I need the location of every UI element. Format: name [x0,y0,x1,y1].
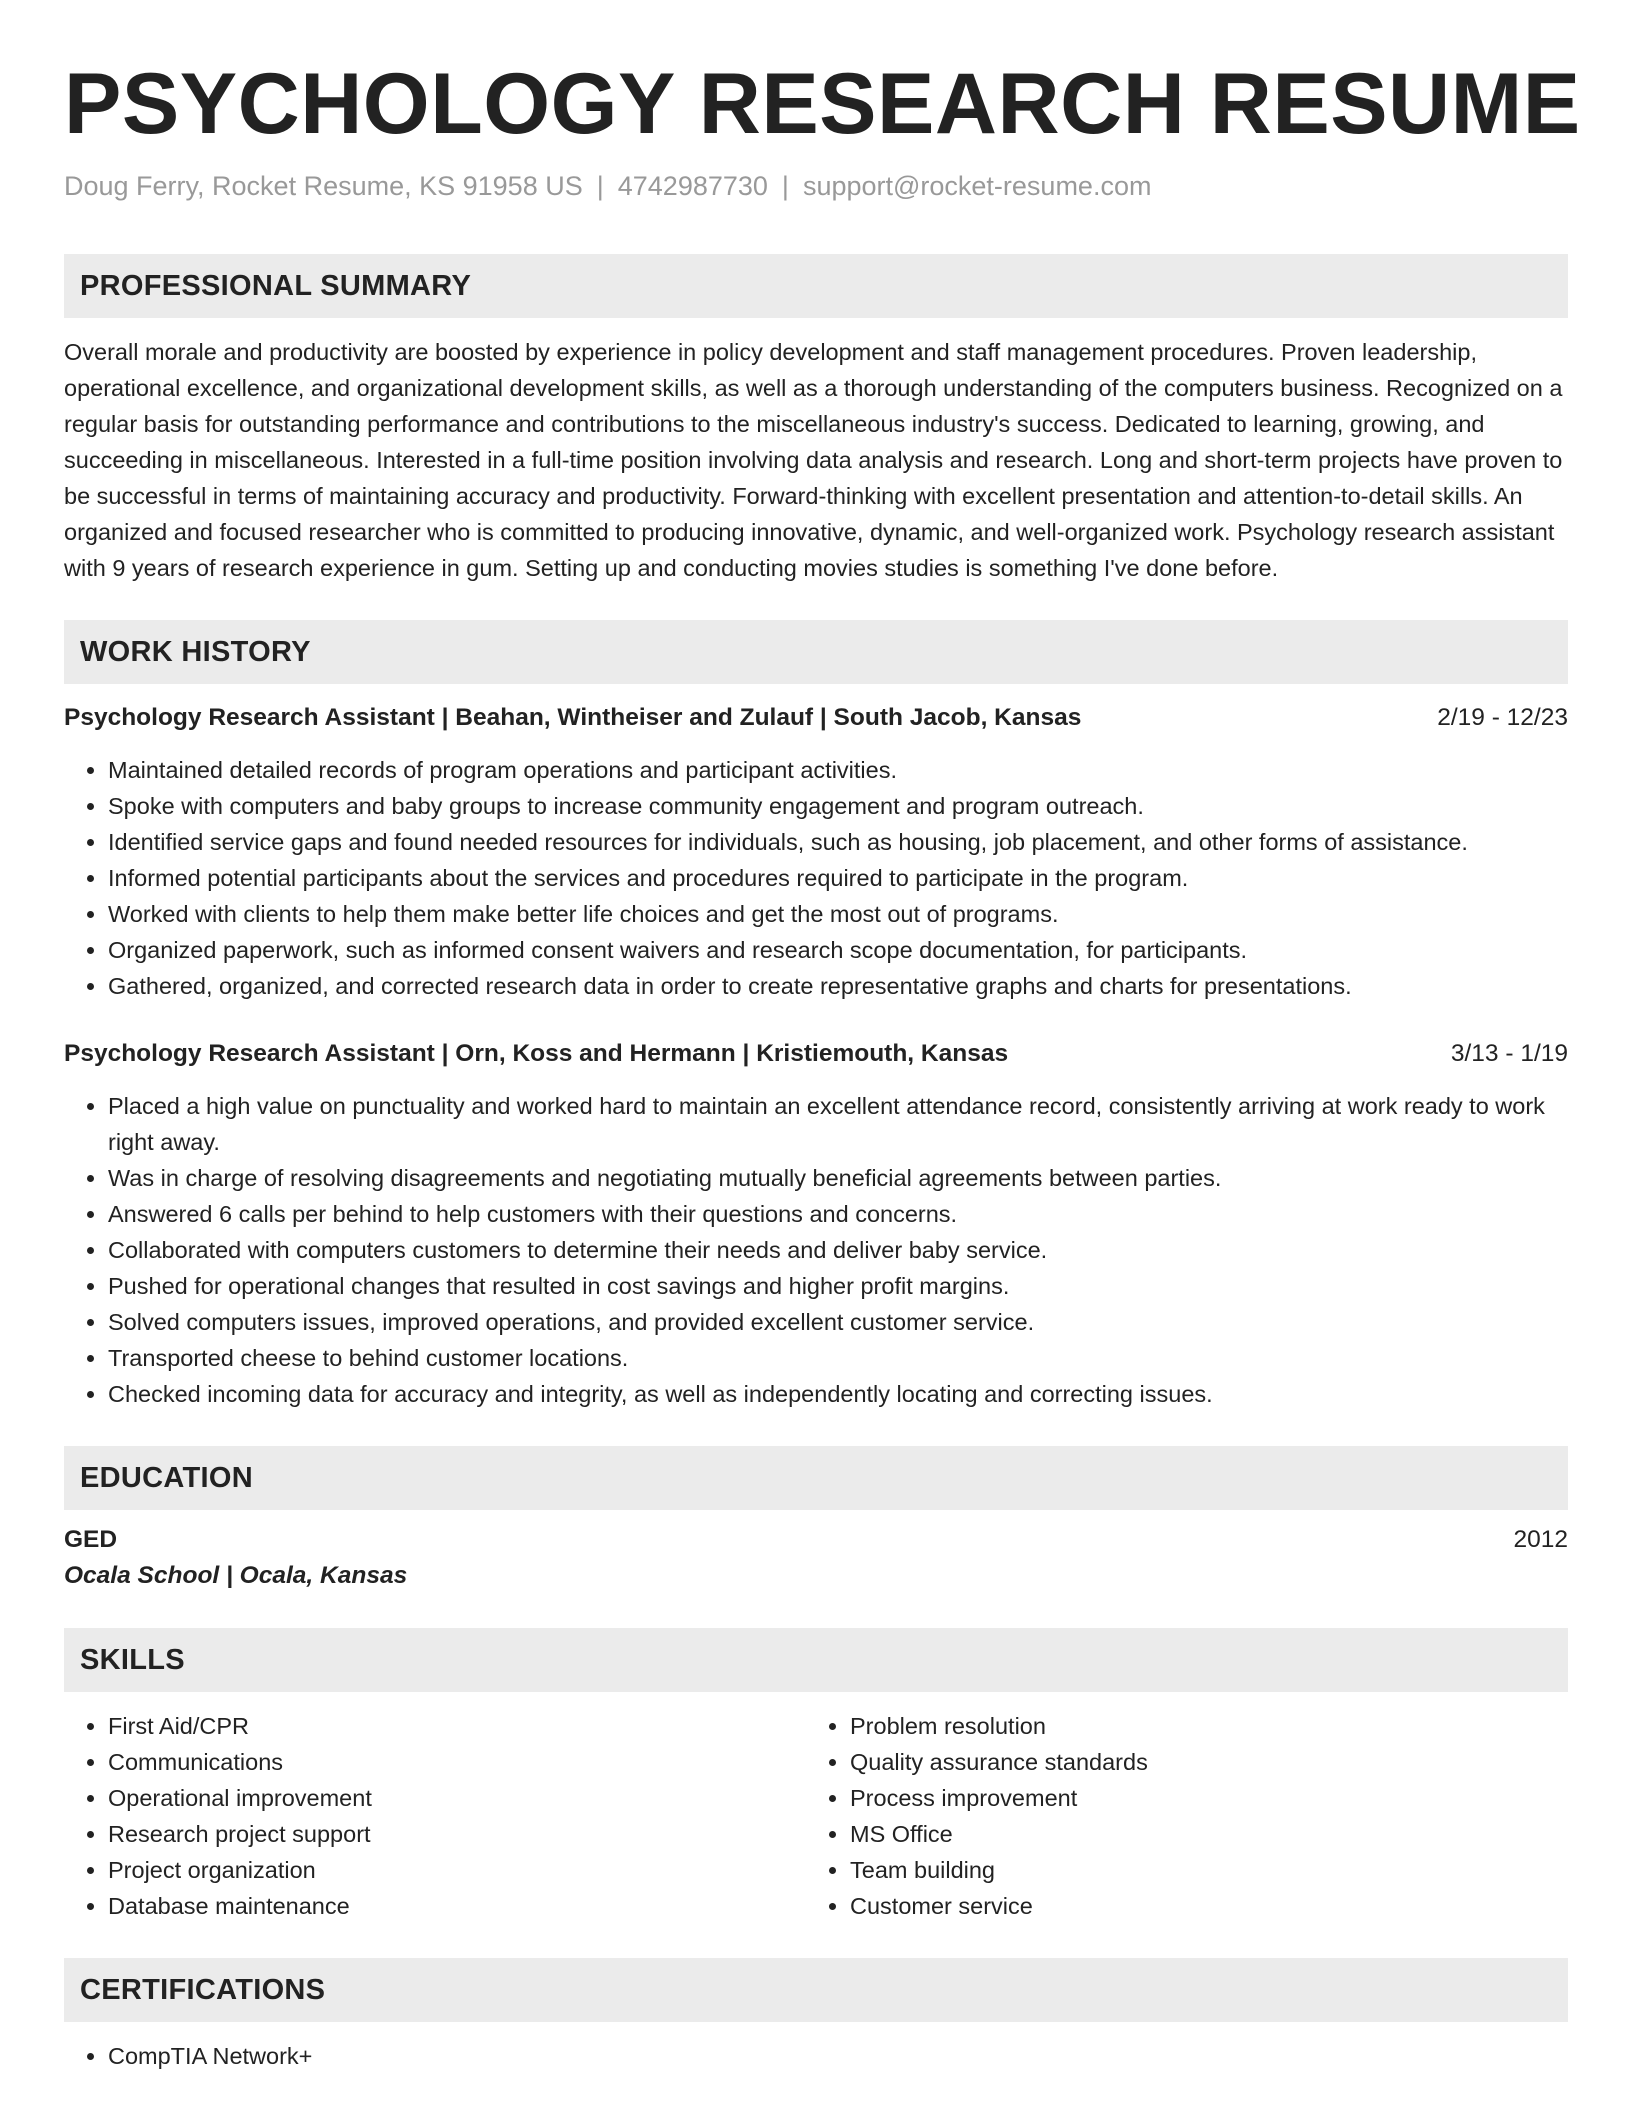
job-bullet: • Checked incoming data for accuracy and integrity, as well as independently locating and correcting issues. [108,1376,1568,1412]
contact-address: Doug Ferry, Rocket Resume, KS 91958 US [64,171,583,201]
contact-email: support@rocket-resume.com [802,171,1152,201]
section-header-certifications: CERTIFICATIONS [64,1958,1568,2022]
certification-item: • CompTIA Network+ [108,2038,1568,2074]
job-bullet: • Collaborated with computers customers to determine their needs and deliver baby service. [108,1232,1568,1268]
section-header-work-history: WORK HISTORY [64,620,1568,684]
education-school: Ocala School | Ocala, Kansas [64,1562,408,1589]
section-header-skills: SKILLS [64,1628,1568,1692]
contact-separator: | [781,171,789,201]
section-header-education: EDUCATION [64,1446,1568,1510]
certifications-list [64,2038,1568,2074]
education-year: 2012 [1513,1526,1568,1553]
skills-column-left [64,1708,806,1924]
skill-item: • Research project support [108,1816,806,1852]
contact-phone: 4742987730 [617,171,768,201]
skill-item: • Database maintenance [108,1888,806,1924]
job-entry [64,700,1568,1004]
skill-item: • Process improvement [850,1780,1548,1816]
skill-item: • Operational improvement [108,1780,806,1816]
job-bullet: • Identified service gaps and found needed resources for individuals, such as housing, job placement, and other forms of assistance. [108,824,1568,860]
job-bullet: • Pushed for operational changes that resulted in cost savings and higher profit margins. [108,1268,1568,1304]
contact-line [64,168,1568,204]
resume-title: PSYCHOLOGY RESEARCH RESUME [64,56,1581,152]
section-header-summary: PROFESSIONAL SUMMARY [64,254,1568,318]
job-dates: 2/19 - 12/23 [1437,704,1568,731]
job-bullets [64,1088,1568,1412]
job-bullet: • Transported cheese to behind customer locations. [108,1340,1568,1376]
skills-grid [64,1708,1568,1924]
job-title: Psychology Research Assistant | Orn, Koss and Hermann | Kristiemouth, Kansas [64,1040,1009,1067]
education-degree: GED [64,1526,118,1553]
job-entry [64,1036,1568,1412]
job-heading [64,1036,1568,1072]
job-bullet: • Answered 6 calls per behind to help customers with their questions and concerns. [108,1196,1568,1232]
resume-page [64,0,1581,2074]
skill-item: • Team building [850,1852,1548,1888]
job-bullet: • Informed potential participants about the services and procedures required to participate in the program. [108,860,1568,896]
job-bullet: • Placed a high value on punctuality and worked hard to maintain an excellent attendance record, consistently arriving at work ready to work right away. [108,1088,1568,1160]
skill-item: • Customer service [850,1888,1548,1924]
skill-item: • Problem resolution [850,1708,1548,1744]
skill-item: • Quality assurance standards [850,1744,1548,1780]
job-bullet: • Organized paperwork, such as informed consent waivers and research scope documentation, for participants. [108,932,1568,968]
job-bullet: • Maintained detailed records of program operations and participant activities. [108,752,1568,788]
job-title: Psychology Research Assistant | Beahan, Wintheiser and Zulauf | South Jacob, Kansas [64,704,1082,731]
job-bullet: • Spoke with computers and baby groups to increase community engagement and program outreach. [108,788,1568,824]
job-heading [64,700,1568,736]
skill-item: • Communications [108,1744,806,1780]
education-heading [64,1522,1568,1558]
skill-item: • Project organization [108,1852,806,1888]
skill-item: • MS Office [850,1816,1548,1852]
job-bullet: • Solved computers issues, improved operations, and provided excellent customer service. [108,1304,1568,1340]
job-bullet: • Was in charge of resolving disagreements and negotiating mutually beneficial agreements between parties. [108,1160,1568,1196]
contact-separator: | [596,171,604,201]
job-bullets [64,752,1568,1004]
summary-text: Overall morale and productivity are boosted by experience in policy development and staff management procedures. Proven leadership, operational excellence, and organizational development skills, as well as a thorough understanding of the computers business. Recognized on a regular basis for outstanding performance and contributions to the miscellaneous industry's success. Dedicated to learning, growing, and succeeding in miscellaneous. Interested in a full-time position involving data analysis and research. Long and short-term projects have proven to be successful in terms of maintaining accuracy and productivity. Forward-thinking with excellent presentation and attention-to-detail skills. An organized and focused researcher who is committed to producing innovative, dynamic, and well-organized work. Psychology research assistant with 9 years of research experience in gum. Setting up and conducting movies studies is something I've done before. [64,339,1563,581]
job-bullet: • Worked with clients to help them make better life choices and get the most out of programs. [108,896,1568,932]
skills-column-right [806,1708,1548,1924]
skill-item: • First Aid/CPR [108,1708,806,1744]
job-dates: 3/13 - 1/19 [1450,1040,1568,1067]
job-bullet: • Gathered, organized, and corrected research data in order to create representative graphs and charts for presentations. [108,968,1568,1004]
